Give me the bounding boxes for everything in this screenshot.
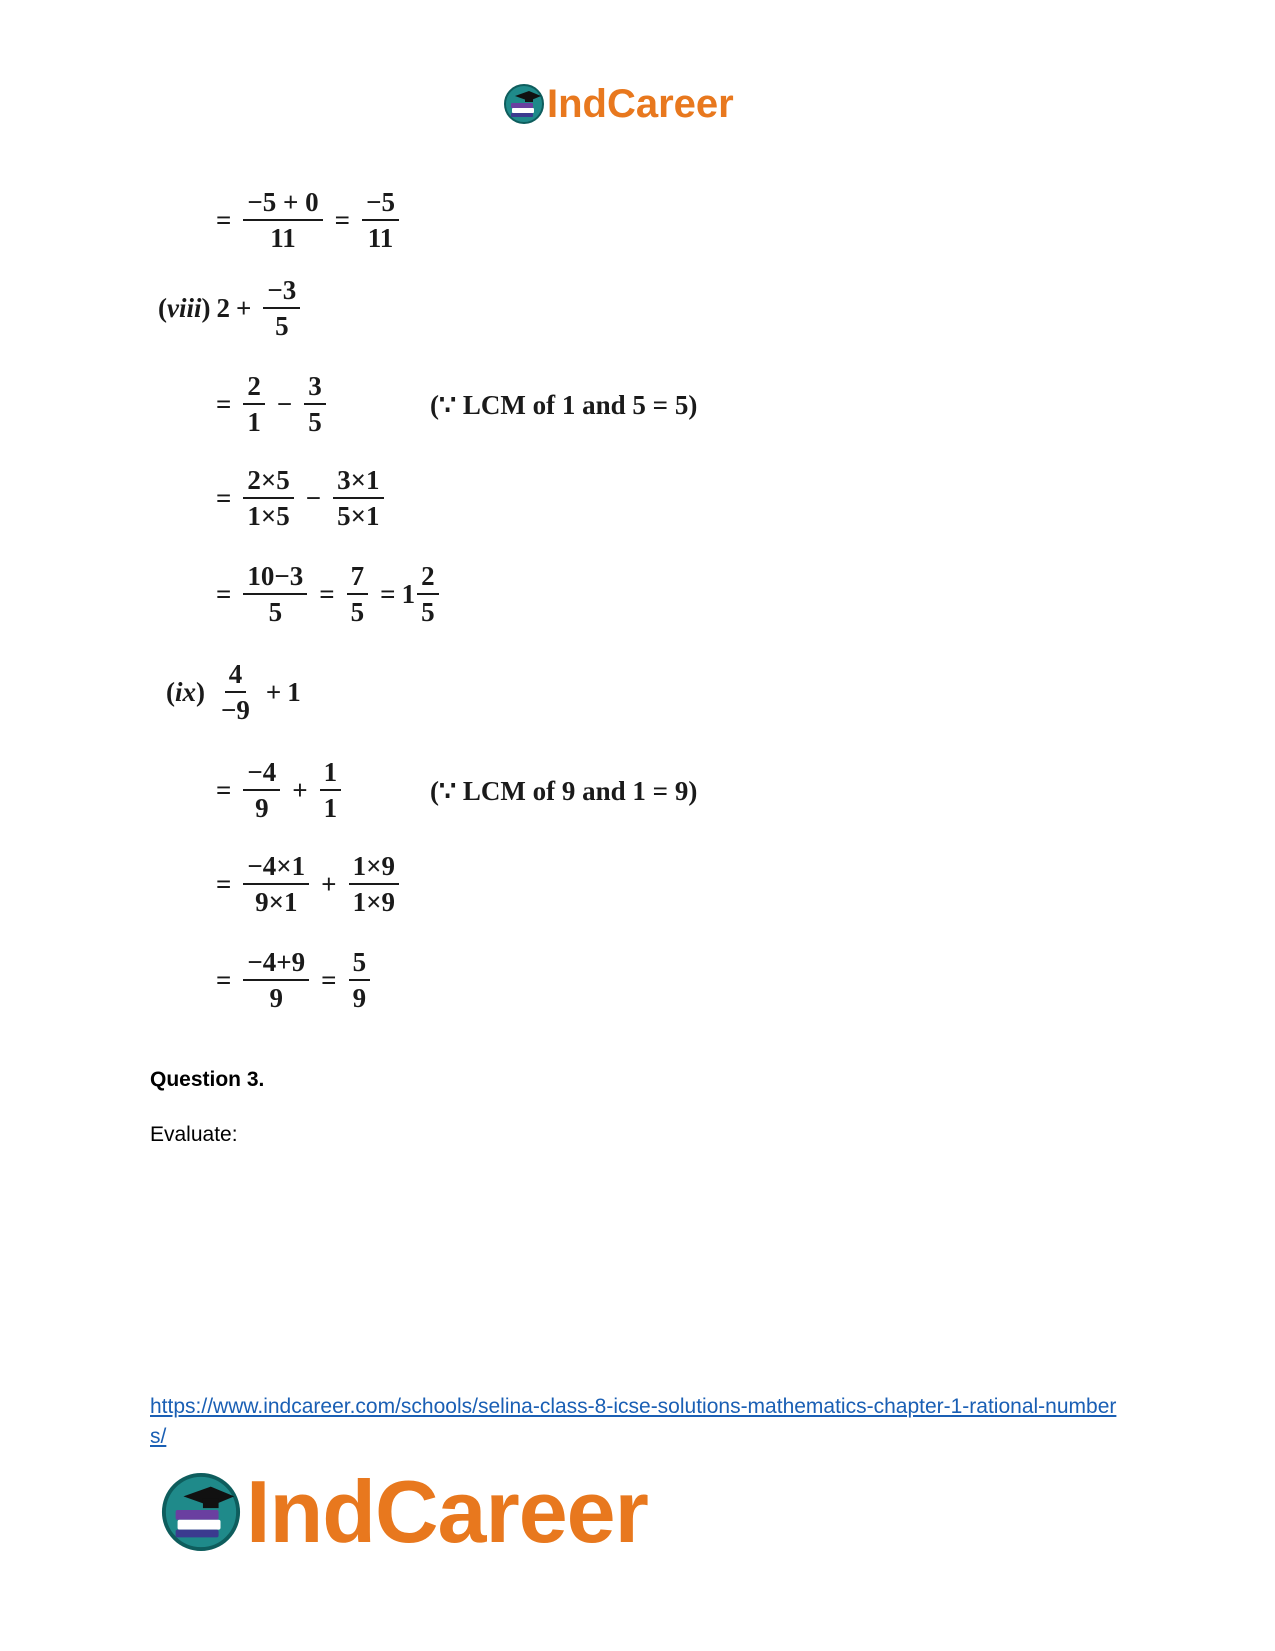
question-text: Evaluate: (150, 1123, 238, 1146)
equals-sign: = (321, 964, 337, 995)
equals-sign: = (216, 388, 232, 419)
fraction (217, 660, 254, 725)
fraction (347, 562, 369, 627)
brand-wordmark: IndCareer (547, 82, 734, 126)
math-line-5 (210, 758, 347, 823)
book-graduation-cap-icon (160, 1471, 242, 1553)
fraction (263, 276, 300, 341)
denominator: 9 (352, 983, 367, 1014)
fraction (349, 948, 371, 1013)
equals-sign: = (216, 204, 232, 235)
fraction (304, 372, 326, 437)
numerator: −4 (243, 758, 280, 791)
numerator: 4 (225, 660, 247, 693)
math-line-1 (210, 188, 405, 253)
fraction (362, 188, 399, 253)
numerator: 3 (304, 372, 326, 405)
denominator: 1×9 (352, 887, 395, 918)
equals-sign: = (380, 578, 396, 609)
mixed-number (402, 562, 445, 627)
numerator: −5 (362, 188, 399, 221)
fraction (243, 852, 309, 917)
denominator: 11 (270, 223, 296, 254)
book-graduation-cap-icon (503, 83, 545, 125)
part-label: (ix) (166, 676, 206, 707)
fraction (243, 562, 307, 627)
numerator: 5 (349, 948, 371, 981)
numerator: 3×1 (333, 466, 383, 499)
numerator: −4×1 (243, 852, 309, 885)
source-url-link[interactable]: https://www.indcareer.com/schools/selina-class-8-icse-solutions-mathematics-chapter-1-rational-numbers/ (150, 1395, 1117, 1448)
equals-sign: = (334, 204, 351, 235)
denominator: 5 (268, 597, 283, 628)
part-ix-expression (166, 660, 301, 725)
fraction (243, 948, 309, 1013)
denominator: −9 (221, 695, 250, 726)
lcm-note-1: (∵ LCM of 1 and 5 = 5) (430, 390, 698, 420)
footer-logo (160, 1462, 648, 1561)
minus-sign: − (276, 388, 293, 419)
fraction (243, 372, 265, 437)
equals-sign: = (216, 774, 232, 805)
numerator: 2 (243, 372, 265, 405)
denominator: 5 (308, 407, 322, 438)
equals-sign: = (216, 868, 232, 899)
denominator: 1 (323, 793, 338, 824)
whole-number: 1 (401, 578, 416, 609)
fraction (243, 758, 280, 823)
fraction (320, 758, 342, 823)
numerator: −3 (263, 276, 300, 309)
denominator: 1×5 (247, 501, 290, 532)
math-line-4 (210, 562, 445, 627)
numerator: 7 (347, 562, 369, 595)
equals-sign: = (319, 578, 335, 609)
brand-wordmark: IndCareer (246, 1462, 648, 1561)
math-line-6 (210, 852, 405, 917)
fraction (243, 188, 322, 253)
equals-sign: = (216, 964, 232, 995)
plus-sign: + (265, 676, 282, 707)
denominator: 5 (275, 311, 289, 342)
numerator: −4+9 (243, 948, 309, 981)
plus-sign: + (292, 774, 308, 805)
numerator: 10−3 (243, 562, 307, 595)
whole-number: 2 (216, 292, 230, 323)
numerator: 1 (320, 758, 342, 791)
numerator: 2 (417, 562, 439, 595)
numerator: −5 + 0 (243, 188, 322, 221)
math-line-3 (210, 466, 390, 531)
denominator: 11 (367, 223, 394, 254)
denominator: 5 (350, 597, 365, 628)
denominator: 5×1 (337, 501, 380, 532)
header-logo (503, 82, 734, 126)
denominator: 9 (255, 793, 269, 824)
lcm-note-2: (∵ LCM of 9 and 1 = 9) (430, 776, 698, 806)
fraction (333, 466, 383, 531)
numerator: 1×9 (349, 852, 399, 885)
math-line-2 (210, 372, 332, 437)
equals-sign: = (216, 578, 232, 609)
fraction (243, 466, 293, 531)
fraction (349, 852, 399, 917)
part-viii-expression (158, 276, 306, 341)
denominator: 1 (247, 407, 261, 438)
plus-sign: + (321, 868, 337, 899)
fraction (417, 562, 439, 627)
minus-sign: − (305, 482, 322, 513)
math-line-7 (210, 948, 376, 1013)
whole-number: 1 (287, 676, 301, 707)
plus-sign: + (236, 292, 252, 323)
equals-sign: = (216, 482, 232, 513)
part-label: (viii) (158, 292, 211, 323)
denominator: 5 (421, 597, 435, 628)
denominator: 9 (269, 983, 284, 1014)
numerator: 2×5 (243, 466, 293, 499)
denominator: 9×1 (255, 887, 298, 918)
question-heading: Question 3. (150, 1068, 265, 1091)
